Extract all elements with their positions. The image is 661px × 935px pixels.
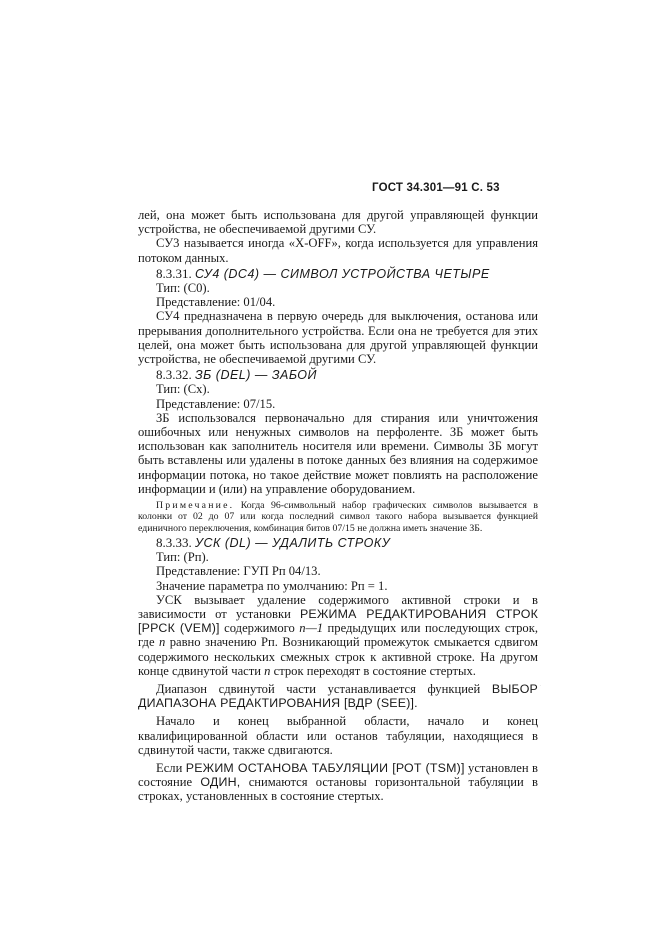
section-number: 8.3.32. xyxy=(156,367,192,383)
paragraph-dl xyxy=(138,593,538,678)
paragraph-xoff: СУ3 называется иногда «X-OFF», когда используется для управления потоком данных. xyxy=(138,236,538,265)
paragraph-dc4: СУ4 предназначена в первую очередь для выключения, останова или прерывания дополнительного устройства. Если она не требуется для этих целей, она может быть использована для другой управляющей функции устройства, не обеспечиваемой другими СУ. xyxy=(138,309,538,367)
text: равно значению Рп. Возникающий промежуток смыкается сдвигом содержимого нескольких смежных строк к активной строке. На другом конце сдвинутой части xyxy=(138,635,538,678)
note-text: Когда 96-символьный набор графических символов вызывается в колонки от 02 до 07 или когда последний символ такого набора вызывается функцией единичного переключения, комбинация битов 07/15 не должна иметь значение ЗБ. xyxy=(138,500,538,534)
representation-line: Представление: ГУП Рп 04/13. xyxy=(156,564,321,579)
section-heading-8332 xyxy=(138,368,538,382)
section-title: ЗБ (DEL) — ЗАБОЙ xyxy=(195,368,317,383)
note xyxy=(138,500,538,534)
mode-name: РЕЖИМ ОСТАНОВА ТАБУЛЯЦИИ [РОТ (TSM)] xyxy=(185,761,465,775)
paragraph-tsm xyxy=(138,761,538,804)
representation-line: Представление: 01/04. xyxy=(156,295,276,310)
variable: n xyxy=(158,635,166,650)
variable: n xyxy=(264,663,271,678)
type-line: Тип: (Сх). xyxy=(156,382,210,397)
type-line: Тип: (Рп). xyxy=(156,550,209,565)
representation-line: Представление: 07/15. xyxy=(156,396,276,411)
text: предыдущих или последующих строк, где xyxy=(138,621,538,650)
state-name: ОДИН, xyxy=(200,775,241,790)
text: установлен в состояние xyxy=(138,761,538,790)
type-line: Тип: (С0). xyxy=(156,281,210,296)
section-heading-8331 xyxy=(138,267,538,281)
paragraph-del: ЗБ использовался первоначально для стирания или уничтожения ошибочных или ненужных символов на перфоленте. ЗБ может быть использован как заполнитель носителя или времени. Символы ЗБ могут быть вставлены или удалены в потоке данных без влияния на содержимое информации потока, но такое действие может повлиять на расположение информации и (или) на управление оборудованием. xyxy=(138,410,538,496)
variable: n—1 xyxy=(299,621,324,636)
text: содержимого xyxy=(224,621,295,636)
text: снимаются остановы горизонтальной табуляции в строках, установленных в состояние стертых. xyxy=(138,775,538,804)
document-page xyxy=(138,208,538,804)
mode-name: РЕЖИМА РЕДАКТИРОВАНИЯ СТРОК [РРСК (VEM)] xyxy=(138,606,538,636)
note-label: Примечание. xyxy=(156,500,235,512)
section-title: СУ4 (DC4) — СИМВОЛ УСТРОЙСТВА ЧЕТЫРЕ xyxy=(195,266,490,281)
text: Диапазон сдвинутой части устанавливается функцией xyxy=(156,681,481,696)
section-heading-8333 xyxy=(138,536,538,550)
function-name: ВЫБОР ДИАПАЗОНА РЕДАКТИРОВАНИЯ [ВДР (SEE)]. xyxy=(138,681,539,711)
section-number: 8.3.31. xyxy=(156,265,192,281)
scan-speck: · xyxy=(429,197,431,202)
scan-speck: · xyxy=(540,683,542,688)
section-title: УСК (DL) — УДАЛИТЬ СТРОКУ xyxy=(195,535,391,550)
text: строк переходят в состояние стертых. xyxy=(273,663,476,678)
running-head: ГОСТ 34.301—91 С. 53 xyxy=(372,182,500,194)
paragraph-continuation: лей, она может быть использована для другой управляющей функции устройства, не обеспечиваемой другими СУ. xyxy=(138,208,538,237)
paragraph-shift: Начало и конец выбранной области, начало и конец квалифицированной области или останов табуляции, находящиеся в сдвинутой части, также сдвигаются. xyxy=(138,714,538,757)
section-number: 8.3.33. xyxy=(156,534,192,550)
text: Если xyxy=(156,761,183,775)
text: УСК вызывает удаление содержимого активной строки и в зависимости от установки xyxy=(138,592,538,621)
paragraph-range xyxy=(138,682,538,710)
default-value-line: Значение параметра по умолчанию: Рп = 1. xyxy=(156,578,388,593)
